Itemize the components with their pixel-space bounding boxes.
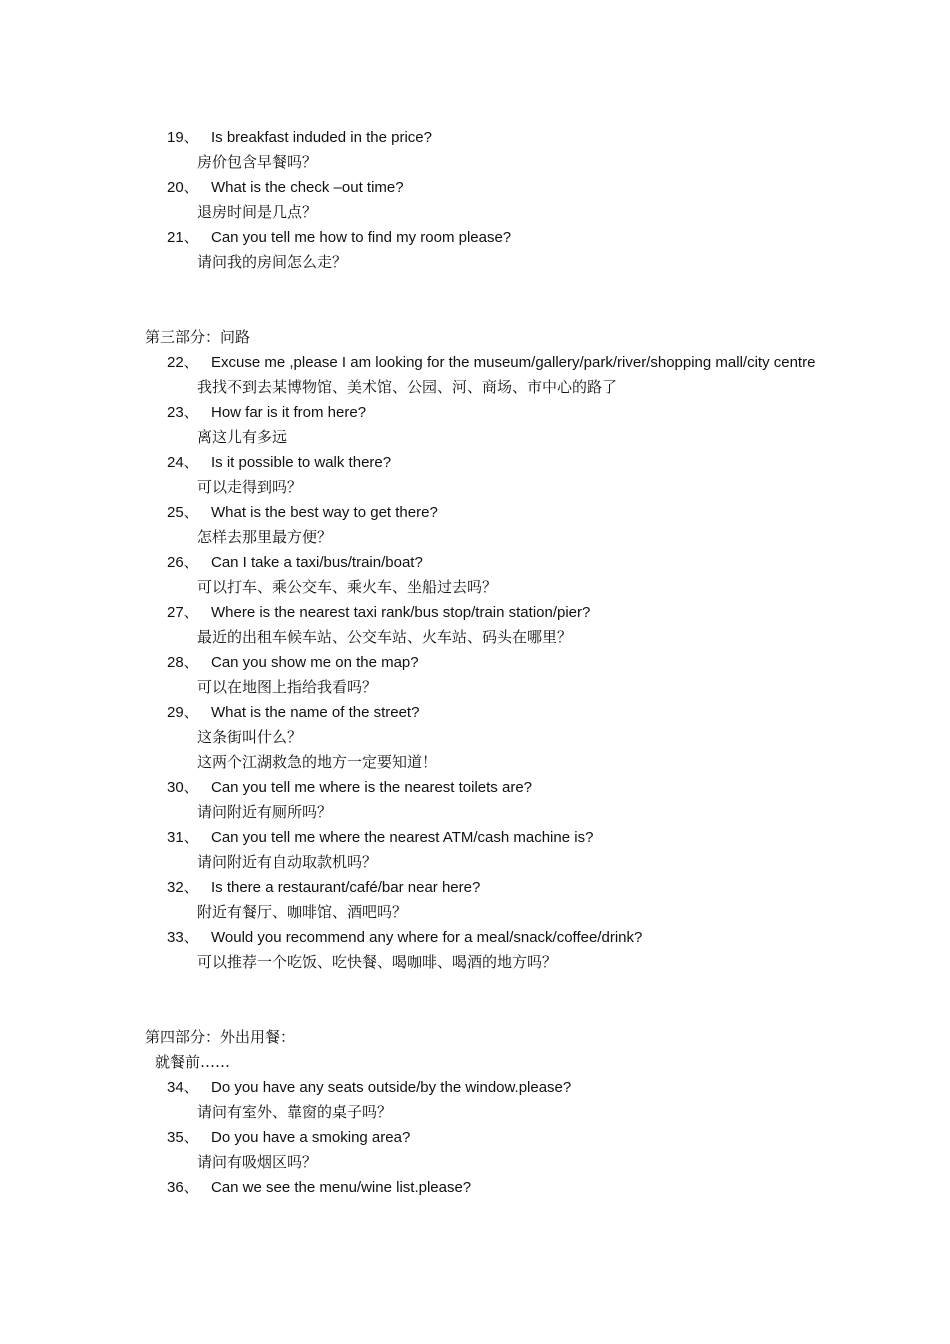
phrase-26-en: 26、 Can I take a taxi/bus/train/boat?	[145, 550, 825, 575]
section-3-title: 第三部分：问路	[145, 328, 251, 346]
document-content	[145, 125, 825, 1200]
phrase-20-cn: 退房时间是几点？	[197, 203, 318, 221]
phrase-number: 32、	[167, 879, 199, 896]
phrase-36-en: 36、 Can we see the menu/wine list.please?	[145, 1175, 825, 1200]
phrase-33-cn: 可以推荐一个吃饭、吃快餐、喝咖啡、喝酒的地方吗？	[197, 953, 558, 971]
phrase-35-en: 35、 Do you have a smoking area?	[145, 1125, 825, 1150]
phrase-number: 30、	[167, 779, 199, 796]
phrase-19-cn: 房价包含早餐吗？	[197, 153, 318, 171]
section-gap	[145, 275, 825, 325]
phrase-22-en: 22、 Excuse me ,please I am looking for the museum/gallery/park/river/shopping mall/city centre	[145, 350, 825, 375]
phrase-30-cn: 请问附近有厕所吗？	[197, 803, 333, 821]
phrase-20-en: 20、 What is the check –out time?	[145, 175, 825, 200]
phrase-31-cn: 请问附近有自动取款机吗？	[197, 853, 378, 871]
phrase-29-en: 29、 What is the name of the street?	[145, 700, 825, 725]
phrase-23-en: 23、 How far is it from here?	[145, 400, 825, 425]
phrase-24-cn: 可以走得到吗？	[197, 478, 303, 496]
phrase-35-cn: 请问有吸烟区吗？	[197, 1153, 318, 1171]
phrase-number: 21、	[167, 229, 199, 246]
phrase-number: 20、	[167, 179, 199, 196]
phrase-32-en: 32、 Is there a restaurant/café/bar near here?	[145, 875, 825, 900]
phrase-34-en: 34、 Do you have any seats outside/by the window.please?	[145, 1075, 825, 1100]
phrase-33-en: 33、 Would you recommend any where for a meal/snack/coffee/drink?	[145, 925, 825, 950]
section-4-title: 第四部分：外出用餐：	[145, 1028, 296, 1046]
phrase-27-en: 27、 Where is the nearest taxi rank/bus stop/train station/pier?	[145, 600, 825, 625]
phrase-22-cn: 我找不到去某博物馆、美术馆、公园、河、商场、市中心的路了	[197, 378, 618, 396]
phrase-34-cn: 请问有室外、靠窗的桌子吗？	[197, 1103, 393, 1121]
phrase-number: 28、	[167, 654, 199, 671]
phrase-number: 24、	[167, 454, 199, 471]
phrase-29-cn: 这条街叫什么？	[197, 728, 303, 746]
phrase-number: 34、	[167, 1079, 199, 1096]
phrase-number: 31、	[167, 829, 199, 846]
phrase-number: 36、	[167, 1179, 199, 1196]
phrase-number: 27、	[167, 604, 199, 621]
phrase-24-en: 24、 Is it possible to walk there?	[145, 450, 825, 475]
phrase-19-en: 19、 Is breakfast induded in the price?	[145, 125, 825, 150]
phrase-number: 25、	[167, 504, 199, 521]
phrase-21-cn: 请问我的房间怎么走？	[197, 253, 348, 271]
phrase-number: 29、	[167, 704, 199, 721]
phrase-23-cn: 离这儿有多远	[197, 428, 288, 446]
phrase-28-cn: 可以在地图上指给我看吗？	[197, 678, 378, 696]
phrase-number: 26、	[167, 554, 199, 571]
phrase-30-en: 30、 Can you tell me where is the nearest toilets are?	[145, 775, 825, 800]
phrase-27-cn: 最近的出租车候车站、公交车站、火车站、码头在哪里？	[197, 628, 573, 646]
section-4-subtitle: 就餐前……	[155, 1053, 231, 1071]
phrase-21-en: 21、 Can you tell me how to find my room please?	[145, 225, 825, 250]
phrase-number: 23、	[167, 404, 199, 421]
phrase-number: 35、	[167, 1129, 199, 1146]
phrase-25-cn: 怎样去那里最方便？	[197, 528, 333, 546]
phrase-number: 19、	[167, 129, 199, 146]
phrase-number: 22、	[167, 354, 199, 371]
phrase-26-cn: 可以打车、乘公交车、乘火车、坐船过去吗？	[197, 578, 498, 596]
phrase-28-en: 28、 Can you show me on the map?	[145, 650, 825, 675]
phrase-31-en: 31、 Can you tell me where the nearest ATM/cash machine is?	[145, 825, 825, 850]
phrase-number: 33、	[167, 929, 199, 946]
section-gap	[145, 975, 825, 1025]
section-3-note: 这两个江湖救急的地方一定要知道！	[197, 753, 438, 771]
phrase-32-cn: 附近有餐厅、咖啡馆、酒吧吗？	[197, 903, 408, 921]
phrase-25-en: 25、 What is the best way to get there?	[145, 500, 825, 525]
